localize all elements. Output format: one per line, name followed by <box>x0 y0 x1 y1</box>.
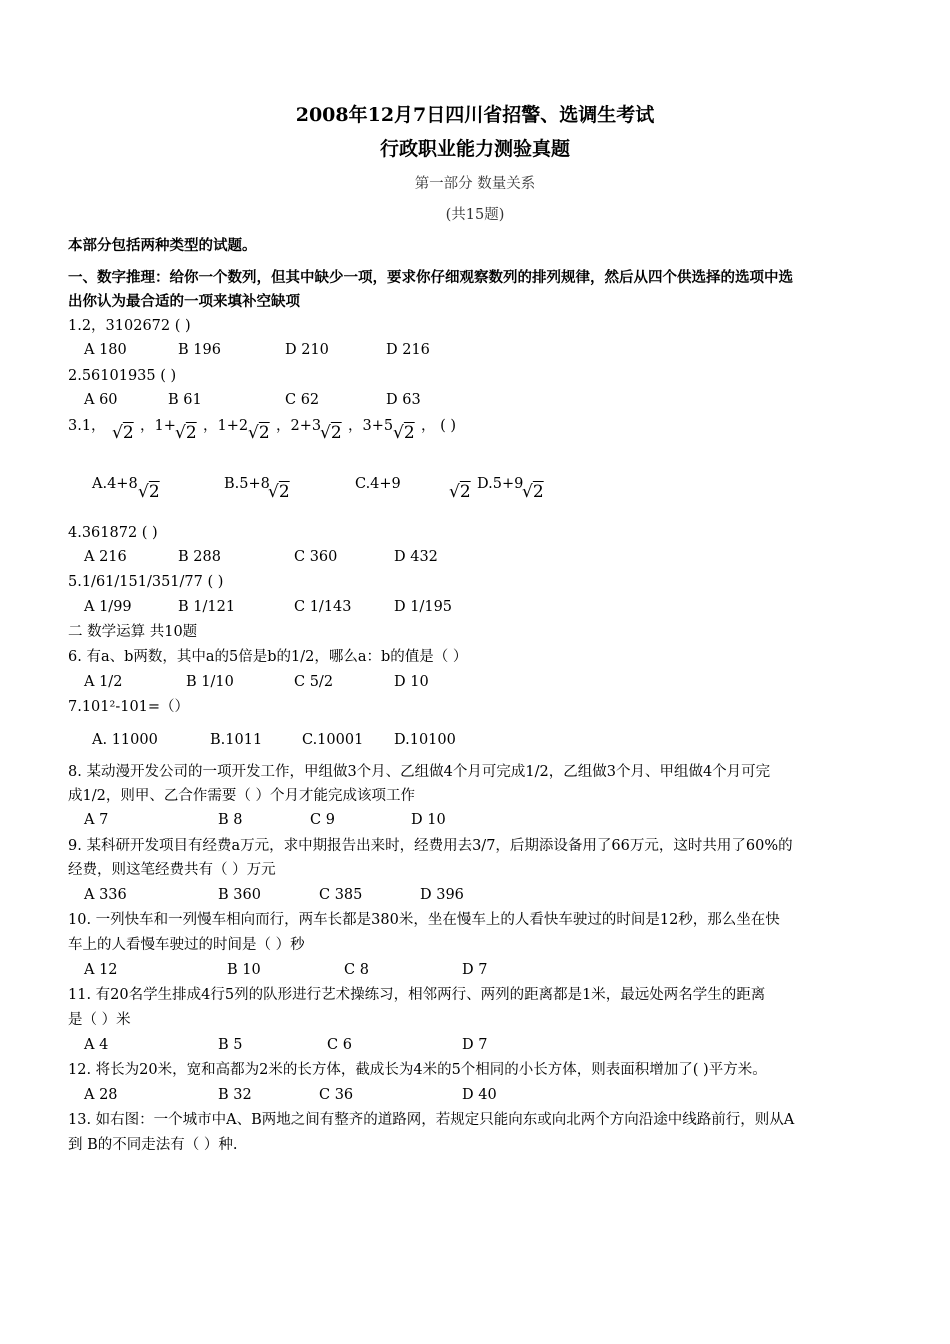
q6-option-b: B 1/10 <box>186 674 234 690</box>
q4-option-a: A 216 <box>84 549 127 565</box>
q7-option-b: B.1011 <box>210 732 263 748</box>
question-8-cont: 成1/2，则甲、乙合作需要（ ）个月才能完成该项工作 <box>68 788 415 804</box>
q3-option-a: A.4+8 <box>92 476 138 492</box>
q12-option-a: A 28 <box>84 1087 118 1103</box>
question-9-cont: 经费，则这笔经费共有（ ）万元 <box>68 862 276 878</box>
q3-option-c: C.4+9 <box>355 476 401 492</box>
q10-option-a: A 12 <box>84 962 118 978</box>
q3-stem-part-1: 3.1， <box>68 418 106 434</box>
q2-option-d: D 63 <box>386 392 421 408</box>
q11-option-b: B 5 <box>218 1037 243 1053</box>
q6-option-d: D 10 <box>394 674 429 690</box>
sqrt-symbol: √2 <box>138 482 160 502</box>
sqrt-symbol: √2 <box>393 423 415 443</box>
sqrt-symbol: √2 <box>112 423 134 443</box>
q4-option-d: D 432 <box>394 549 438 565</box>
q4-option-c: C 360 <box>294 549 338 565</box>
q6-option-a: A 1/2 <box>84 674 123 690</box>
question-4: 4.361872 ( ) <box>68 525 158 541</box>
q7-option-d: D.10100 <box>394 732 456 748</box>
q1-option-b: B 196 <box>178 342 221 358</box>
q5-option-c: C 1/143 <box>294 599 352 615</box>
section2-heading: 二 数学运算 共10题 <box>68 624 198 640</box>
sqrt-symbol: √2 <box>175 423 197 443</box>
q3-stem-part-5: ，3+5 <box>348 418 394 434</box>
q9-option-b: B 360 <box>218 887 261 903</box>
q8-option-d: D 10 <box>411 812 446 828</box>
question-1: 1.2，3102672 ( ) <box>68 318 191 334</box>
question-12: 12. 将长为20米，宽和高都为2米的长方体，截成长为4米的5个相同的小长方体，则表面积增加了( )平方米。 <box>68 1062 767 1078</box>
question-8: 8. 某动漫开发公司的一项开发工作，甲组做3个月、乙组做4个月可完成1/2，乙组做3个月、甲组做4个月可完 <box>68 764 771 780</box>
q3-option-b: B.5+8 <box>224 476 270 492</box>
q7-option-c: C.10001 <box>302 732 364 748</box>
question-11: 11. 有20名学生排成4行5列的队形进行艺术操练习，相邻两行、两列的距离都是1米，最远处两名学生的距离 <box>68 987 766 1003</box>
question-11-cont: 是（ ）米 <box>68 1012 131 1028</box>
q5-option-d: D 1/195 <box>394 599 453 615</box>
document-title: 2008年12月7日四川省招警、选调生考试 <box>295 104 655 126</box>
sqrt-symbol: √2 <box>320 423 342 443</box>
q3-option-d: D.5+9 <box>477 476 524 492</box>
q1-option-c: D 210 <box>285 342 329 358</box>
q1-option-a: A 180 <box>84 342 127 358</box>
section1-instruction-cont: 出你认为最合适的一项来填补空缺项 <box>68 293 300 310</box>
q5-option-a: A 1/99 <box>84 599 132 615</box>
q11-option-a: A 4 <box>84 1037 109 1053</box>
question-9: 9. 某科研开发项目有经费a万元，求中期报告出来时，经费用去3/7，后期添设备用了66万元，这时共用了60%的 <box>68 838 793 854</box>
q5-option-b: B 1/121 <box>178 599 236 615</box>
question-2: 2.56101935 ( ) <box>68 368 177 384</box>
q9-option-a: A 336 <box>84 887 127 903</box>
q2-option-b: B 61 <box>168 392 202 408</box>
q2-option-c: C 62 <box>285 392 320 408</box>
question-10: 10. 一列快车和一列慢车相向而行，两车长都是380米，坐在慢车上的人看快车驶过的时间是12秒，那么坐在快 <box>68 912 780 928</box>
q3-stem-part-3: ，1+2 <box>203 418 249 434</box>
q10-option-b: B 10 <box>227 962 261 978</box>
question-count: (共15题) <box>445 207 505 223</box>
section1-instruction: 一、数字推理：给你一个数列，但其中缺少一项，要求你仔细观察数列的排列规律，然后从四个供选择的选项中选 <box>68 269 793 286</box>
question-13-cont: 到 B的不同走法有（ ）种. <box>68 1137 238 1153</box>
q8-option-a: A 7 <box>84 812 109 828</box>
q6-option-c: C 5/2 <box>294 674 334 690</box>
q3-stem-part-4: ，2+3 <box>276 418 322 434</box>
question-6: 6. 有a、b两数，其中a的5倍是b的1/2，哪么a：b的值是（ ） <box>68 649 468 665</box>
q12-option-d: D 40 <box>462 1087 497 1103</box>
sqrt-symbol: √2 <box>449 482 471 502</box>
document-subtitle: 行政职业能力测验真题 <box>379 138 570 160</box>
q9-option-c: C 385 <box>319 887 363 903</box>
q12-option-c: C 36 <box>319 1087 354 1103</box>
question-5: 5.1/61/151/351/77 ( ) <box>68 574 224 590</box>
sqrt-symbol: √2 <box>522 482 544 502</box>
intro-line: 本部分包括两种类型的试题。 <box>68 237 257 254</box>
part-heading: 第一部分 数量关系 <box>414 176 536 192</box>
q4-option-b: B 288 <box>178 549 221 565</box>
q3-stem-part-6: ， ( ) <box>421 418 457 434</box>
q3-stem-part-2: ，1+ <box>140 418 176 434</box>
q9-option-d: D 396 <box>420 887 464 903</box>
question-7: 7.101²-101=（） <box>68 699 190 715</box>
q10-option-d: D 7 <box>462 962 488 978</box>
q8-option-b: B 8 <box>218 812 243 828</box>
q11-option-c: C 6 <box>327 1037 352 1053</box>
q2-option-a: A 60 <box>84 392 118 408</box>
q7-option-a: A. 11000 <box>92 732 158 748</box>
q1-option-d: D 216 <box>386 342 430 358</box>
sqrt-symbol: √2 <box>268 482 290 502</box>
q8-option-c: C 9 <box>310 812 335 828</box>
question-10-cont: 车上的人看慢车驶过的时间是（ ）秒 <box>68 937 305 953</box>
q10-option-c: C 8 <box>344 962 369 978</box>
q12-option-b: B 32 <box>218 1087 252 1103</box>
sqrt-symbol: √2 <box>248 423 270 443</box>
question-13: 13. 如右图：一个城市中A、B两地之间有整齐的道路网，若规定只能向东或向北两个方向沿途中线路前行，则从A <box>68 1112 795 1128</box>
q11-option-d: D 7 <box>462 1037 488 1053</box>
